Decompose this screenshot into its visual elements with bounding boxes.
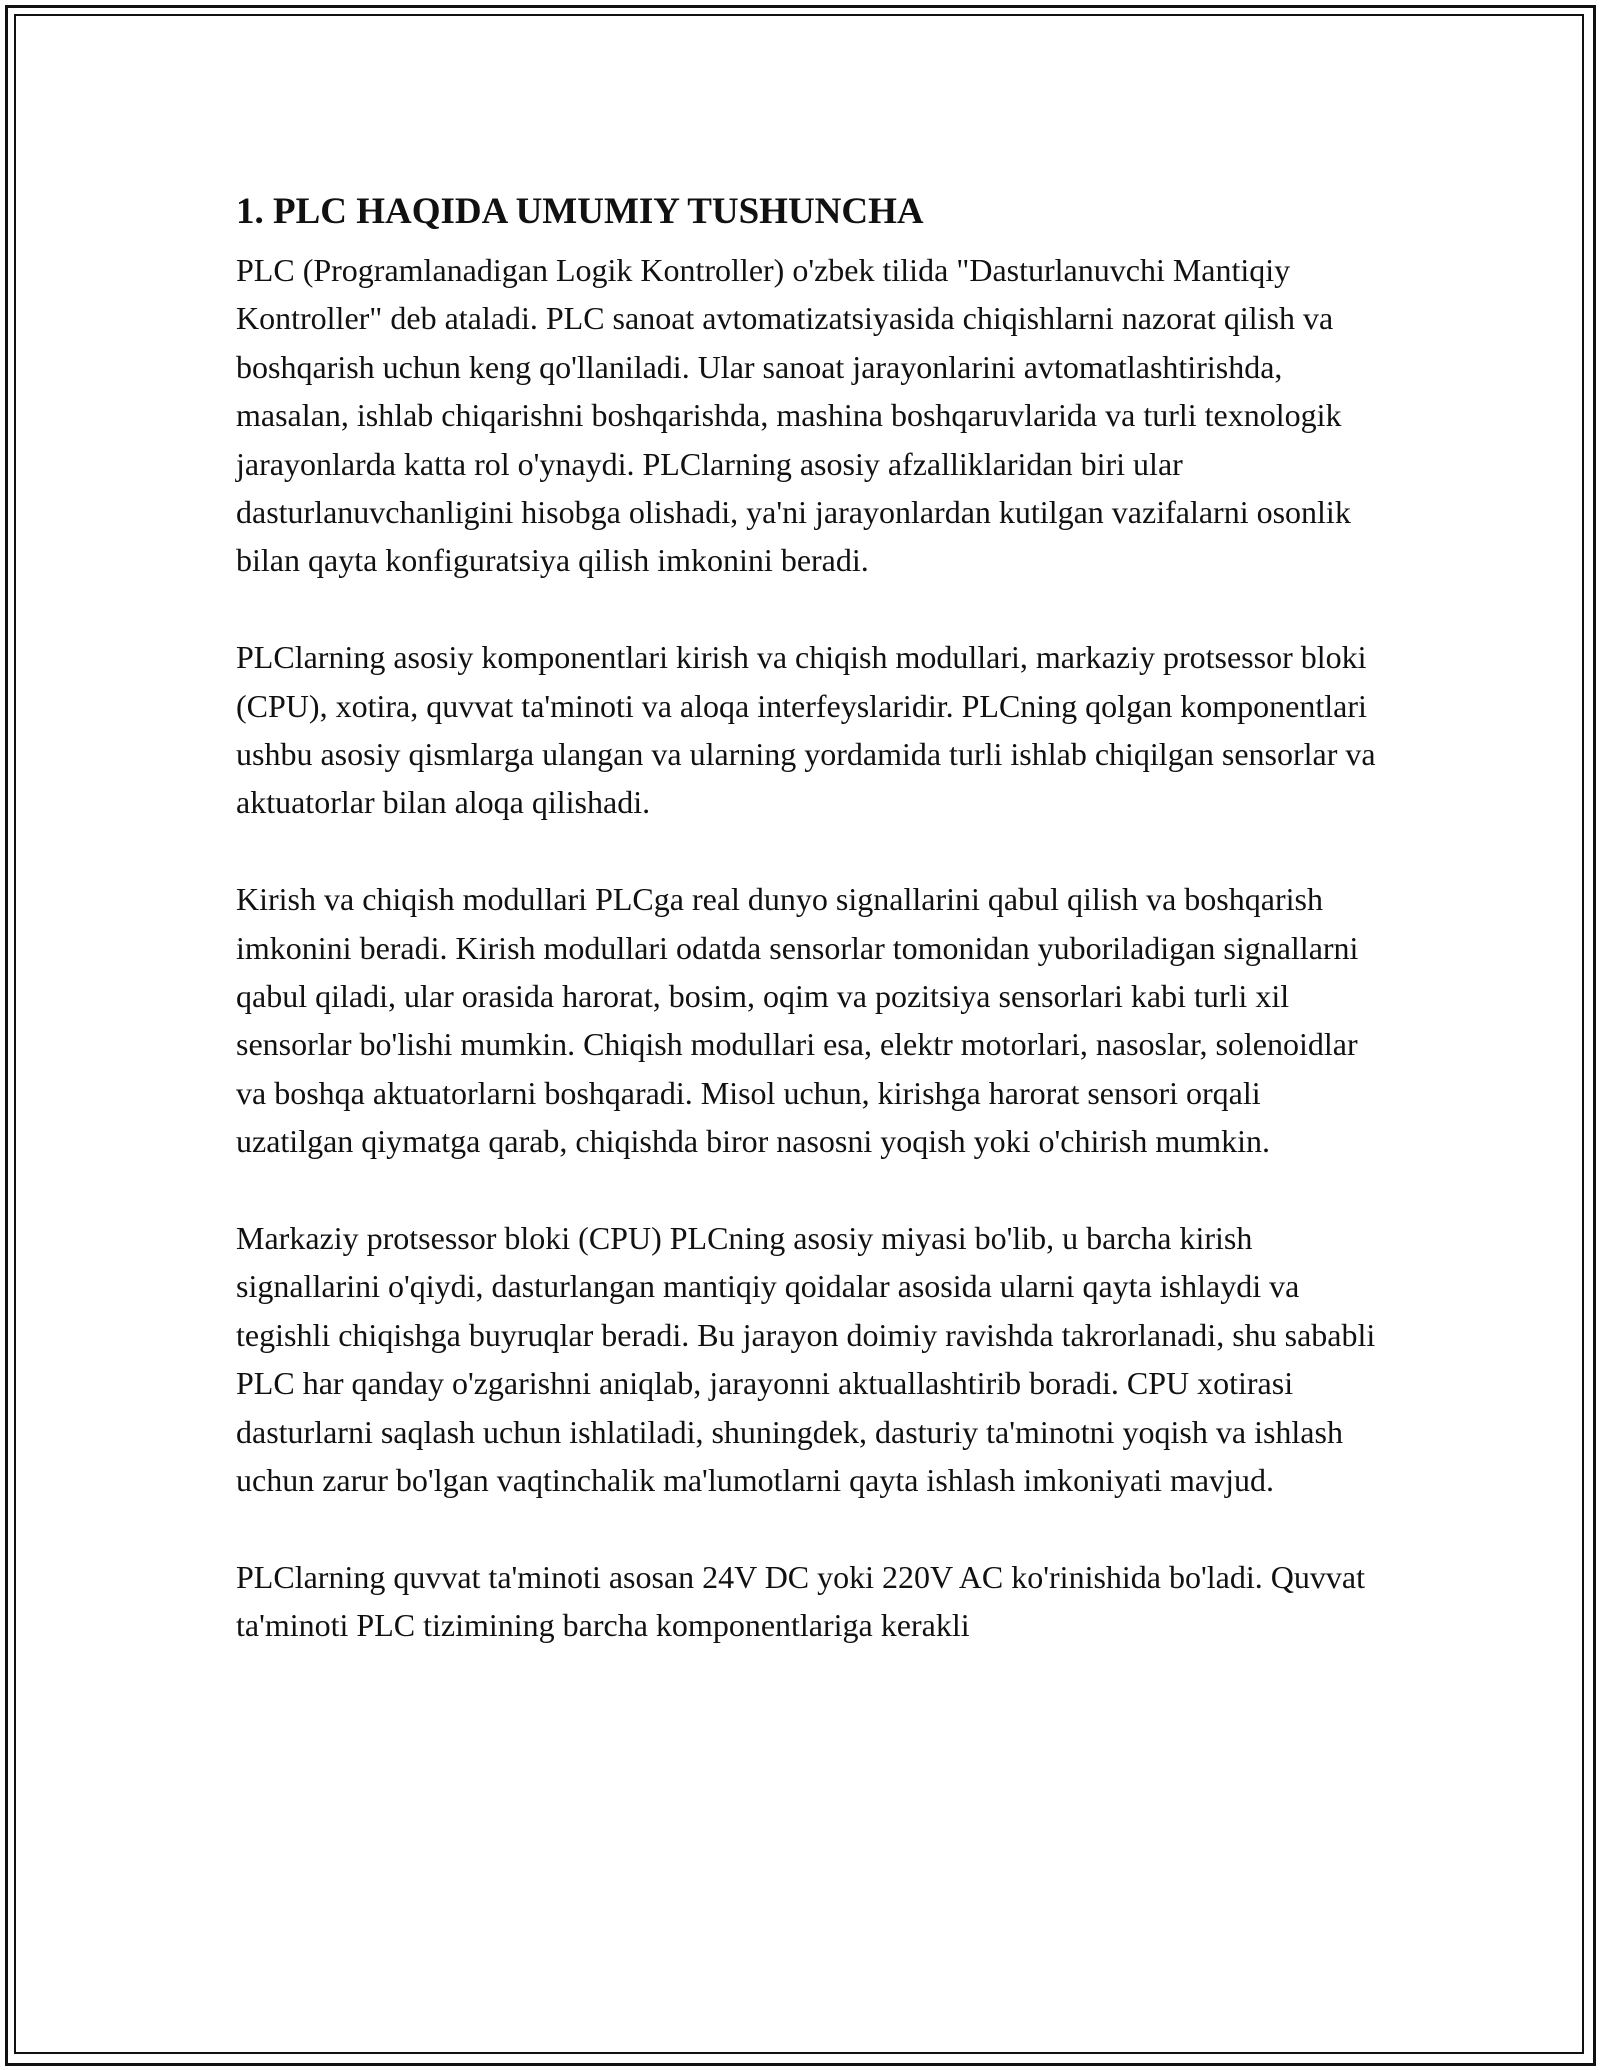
paragraph-cpu: Markaziy protsessor bloki (CPU) PLCning asosiy miyasi bo'lib, u barcha kirish signallarini o'qiydi, dasturlangan mantiqiy qoidalar asosida ularni qayta ishlaydi va tegishli chiqishga buyruqlar beradi. Bu jarayon doimiy ravishda takrorlanadi, shu sababli PLC har qanday o'zgarishni aniqlab, jarayonni aktuallashtirib boradi. CPU xotirasi dasturlarni saqlash uchun ishlatiladi, shuningdek, dasturiy ta'minotni yoqish va ishlash uchun zarur bo'lgan vaqtinchalik ma'lumotlarni qayta ishlash imkoniyati mavjud. (236, 1220, 1376, 1499)
paragraph-plc-components: PLClarning asosiy komponentlari kirish va chiqish modullari, markaziy protsessor bloki (CPU), xotira, quvvat ta'minoti va aloqa interfeyslaridir. PLCning qolgan komponentlari ushbu asosiy qismlarga ulangan va ularning yordamida turli ishlab chiqilgan sensorlar va aktuatorlar bilan aloqa qilishadi. (236, 639, 1376, 821)
paragraph-plc-definition: PLC (Programlanadigan Logik Kontroller) o'zbek tilida "Dasturlanuvchi Mantiqiy Kontroller" deb ataladi. PLC sanoat avtomatizatsiyasida chiqishlarni nazorat qilish va boshqarish uchun keng qo'llaniladi. Ular sanoat jarayonlarini avtomatlashtirishda, masalan, ishlab chiqarishni boshqarishda, mashina boshqaruvlarida va turli texnologik jarayonlarda katta rol o'ynaydi. PLClarning asosiy afzalliklaridan biri ular dasturlanuvchanligini hisobga olishadi, ya'ni jarayonlardan kutilgan vazifalarni osonlik bilan qayta konfiguratsiya qilish imkonini beradi. (236, 252, 1351, 579)
section-title: 1. PLC HAQIDA UMUMIY TUSHUNCHA (236, 191, 924, 232)
paragraph-power-supply: PLClarning quvvat ta'minoti asosan 24V DC yoki 220V AC ko'rinishida bo'ladi. Quvvat ta'minoti PLC tizimining barcha komponentlariga kerakli (236, 1558, 1365, 1644)
document-body (236, 186, 1376, 1698)
paragraph-io-modules: Kirish va chiqish modullari PLCga real dunyo signallarini qabul qilish va boshqarish imkonini beradi. Kirish modullari odatda sensorlar tomonidan yuboriladigan signallarni qabul qiladi, ular orasida harorat, bosim, oqim va pozitsiya sensorlari kabi turli xil sensorlar bo'lishi mumkin. Chiqish modullari esa, elektr motorlari, nasoslar, solenoidlar va boshqa aktuatorlarni boshqaradi. Misol uchun, kirishga harorat sensori orqali uzatilgan qiymatga qarab, chiqishda biror nasosni yoqish yoki o'chirish mumkin. (236, 881, 1359, 1160)
